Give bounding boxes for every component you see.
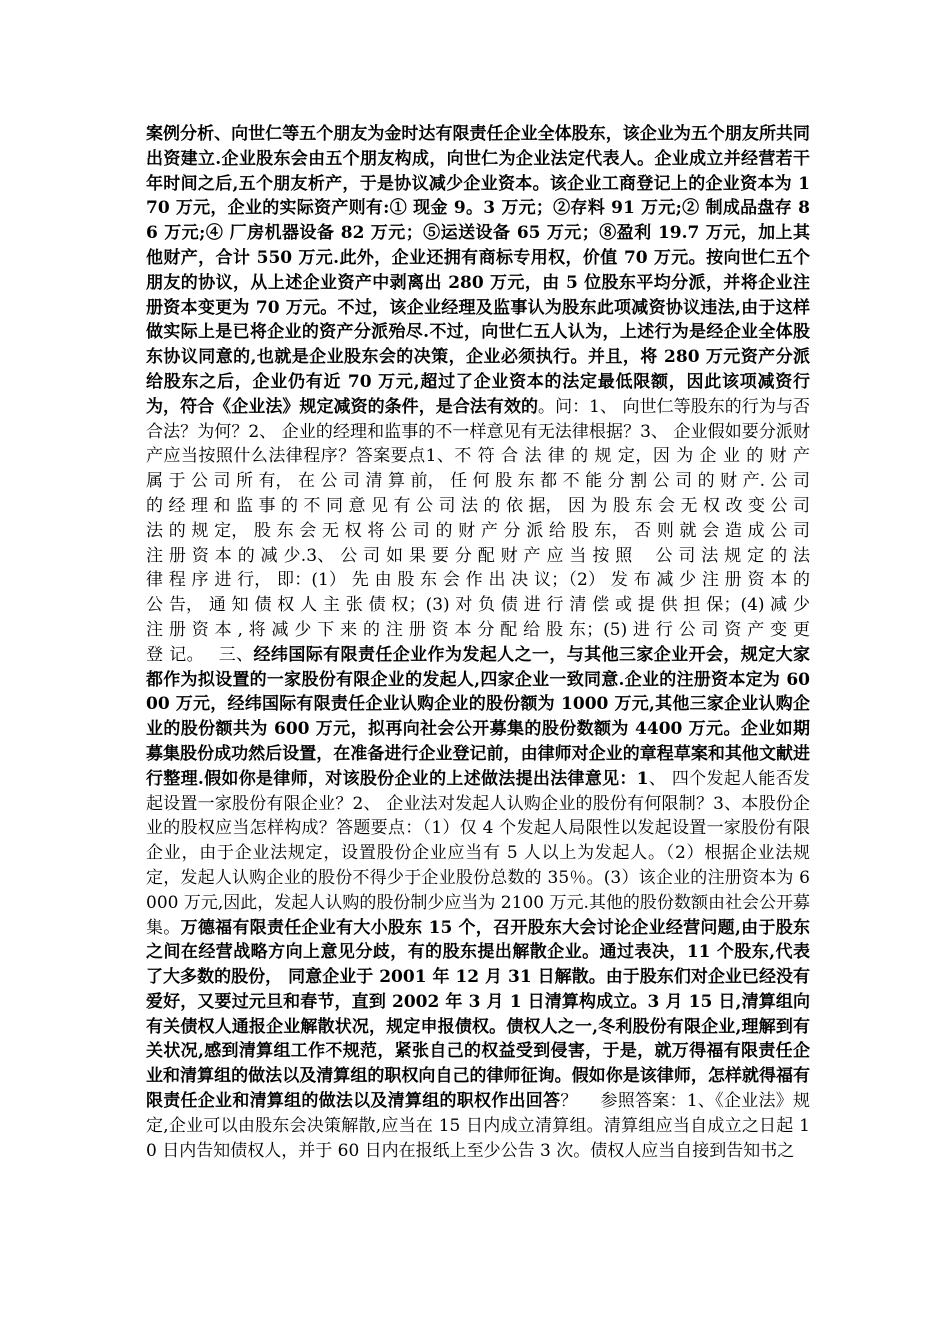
case-one-facts: 案例分析、向世仁等五个朋友为金时达有限责任企业全体股东，该企业为五个朋友所共同出资建立.企业股东会由五个朋友构成，向世仁为企业法定代表人。企业成立并经营若干年时间之后,五个朋友析产，于是协议减少企业资本。该企业工商登记上的企业资本为 170 万元，企业的实际资产则有:① 现金 9。3 万元；②存料 91 万元;② 制成品盘存 86 万元;④ 厂房机器设备 82 万元；⑤运送设备 65 万元；⑧盈利 19.7 万元，加上其他财产，合计 550 万元.此外，企业还拥有商标专用权，价值 70 万元。按向世仁五个朋友的协议，从上述企业资产中剥离出 280 万元，由 5 位股东平均分派，并将企业注册资本变更为 70 万元。不过，该企业经理及监事认为股东此项减资协议违法,由于这样做实际上是已将企业的资产分派殆尽.不过，向世仁五人认为，上述行为是经企业全体股东协议同意的,也就是企业股东会的决策，企业必须执行。并且，将 280 万元资产分派给股东之后，企业仍有近 70 万元,超过了企业资本的法定最低限额，因此该项减资行为，符合《企业法》规定减资的条件，是合法有效的 — [146, 124, 810, 417]
case-three-questions-and-answers: 、 四个发起人能否发起设置一家股份有限企业？2、 企业法对发起人认购企业的股份有何限制？3、本股份企业的股权应当怎样构成？答题要点：（1）仅 4 个发起人局限性以发起设置一家股份有限企业，由于企业法规定，设置股份企业应当有 5 人以上为发起人。（2）根据企业法规定，发起人认购企业的股份不得少于企业股份总数的 35％。(3）该企业的注册资本为 6000 万元,因此，发起人认购的股份制少应当为 2100 万元.其他的股份数额由社会公开募集。 — [146, 768, 811, 938]
case-four-reference-answer: ？ 参照答案：1、《企业法》规定,企业可以由股东会决策解散,应当在 15 日内成立清算组。清算组应当自成立之日起 10 日内告知债权人，并于 60 日内在报纸上至少公告 3 次。债权人应当自接到告知书之 — [146, 1091, 810, 1161]
document-body-paragraph — [146, 122, 810, 1163]
case-three-facts: 经纬国际有限责任企业作为发起人之一，与其他三家企业开会，规定大家都作为拟设置的一家股份有限企业的发起人,四家企业一致同意.企业的注册资本定为 6000 万元，经纬国际有限责任企业认购企业的股份额为 1000 万元,其他三家企业认购企业的股份额共为 600 万元，拟再向社会公开募集的股份数额为 4400 万元。企业如期募集股份成功然后设置，在准备进行企业登记前，由律师对企业的章程草案和其他文献进行整理.假如你是律师，对该股份企业的上述做法提出法律意见：1 — [146, 644, 810, 789]
case-one-questions-and-answers: 。问：1、 向世仁等股东的行为与否合法？为何？2、 企业的经理和监事的不一样意见有无法律根据？3、 企业假如要分派财产应当按照什么法律程序？答案要点1、不 符 合 法 律 的 规 定，因 为 企 业 的 财 产 属 于 公 司 所 有， 在 公 司 清 算 前， 任 何 股 东 都 不 能 分 割 公 司 的 财 产. 公 司 的 经 理 和 监 事 的 不 同 意 见 有 公 司 法 的 依 据， 因 为 股 东 会 无 权 改 变 公 司 法 的 规 定， 股 东 会 无 权 将 公 司 的 财 产 分 派 给 股 东， 否 则 就 会 造 成 公 司 注 册 资 本 的 减 少.3、 公 司 如 果 要 分 配 财 产 应 当 按 照 公 司 法 规 定 的 法 律 程 序 进 行， 即：(1） 先 由 股 东 会 作 出 决 议；（2） 发 布 减 少 注 册 资 本 的 公 告， 通 知 债 权 人 主 张 债 权；(3) 对 负 债 进 行 清 偿 或 提 供 担 保；(4) 减 少 注 册 资 本 , 将 减 少 下 来 的 注 册 资 本 分 配 给 股 东；(5) 进 行 公 司 资 产 变 更 登 记。 三、 — [146, 396, 810, 665]
case-four-facts: 万德福有限责任企业有大小股东 15 个，召开股东大会讨论企业经营问题,由于股东之间在经营战略方向上意见分歧，有的股东提出解散企业。通过表决，11 个股东,代表了大多数的股份， 同意企业于 2001 年 12 月 31 日解散。由于股东们对企业已经没有爱好，又要过元旦和春节，直到 2002 年 3 月 1 日清算构成立。3 月 15 日,清算组向有关债权人通报企业解散状况，规定申报债权。债权人之一,冬利股份有限企业,理解到有关状况,感到清算组工作不规范，紧张自己的权益受到侵害，于是，就万得福有限责任企业和清算组的做法以及清算组的职权向自己的律师征询。假如你是该律师，怎样就得福有限责任企业和清算组的做法以及清算组的职权作出回答 — [146, 917, 810, 1112]
